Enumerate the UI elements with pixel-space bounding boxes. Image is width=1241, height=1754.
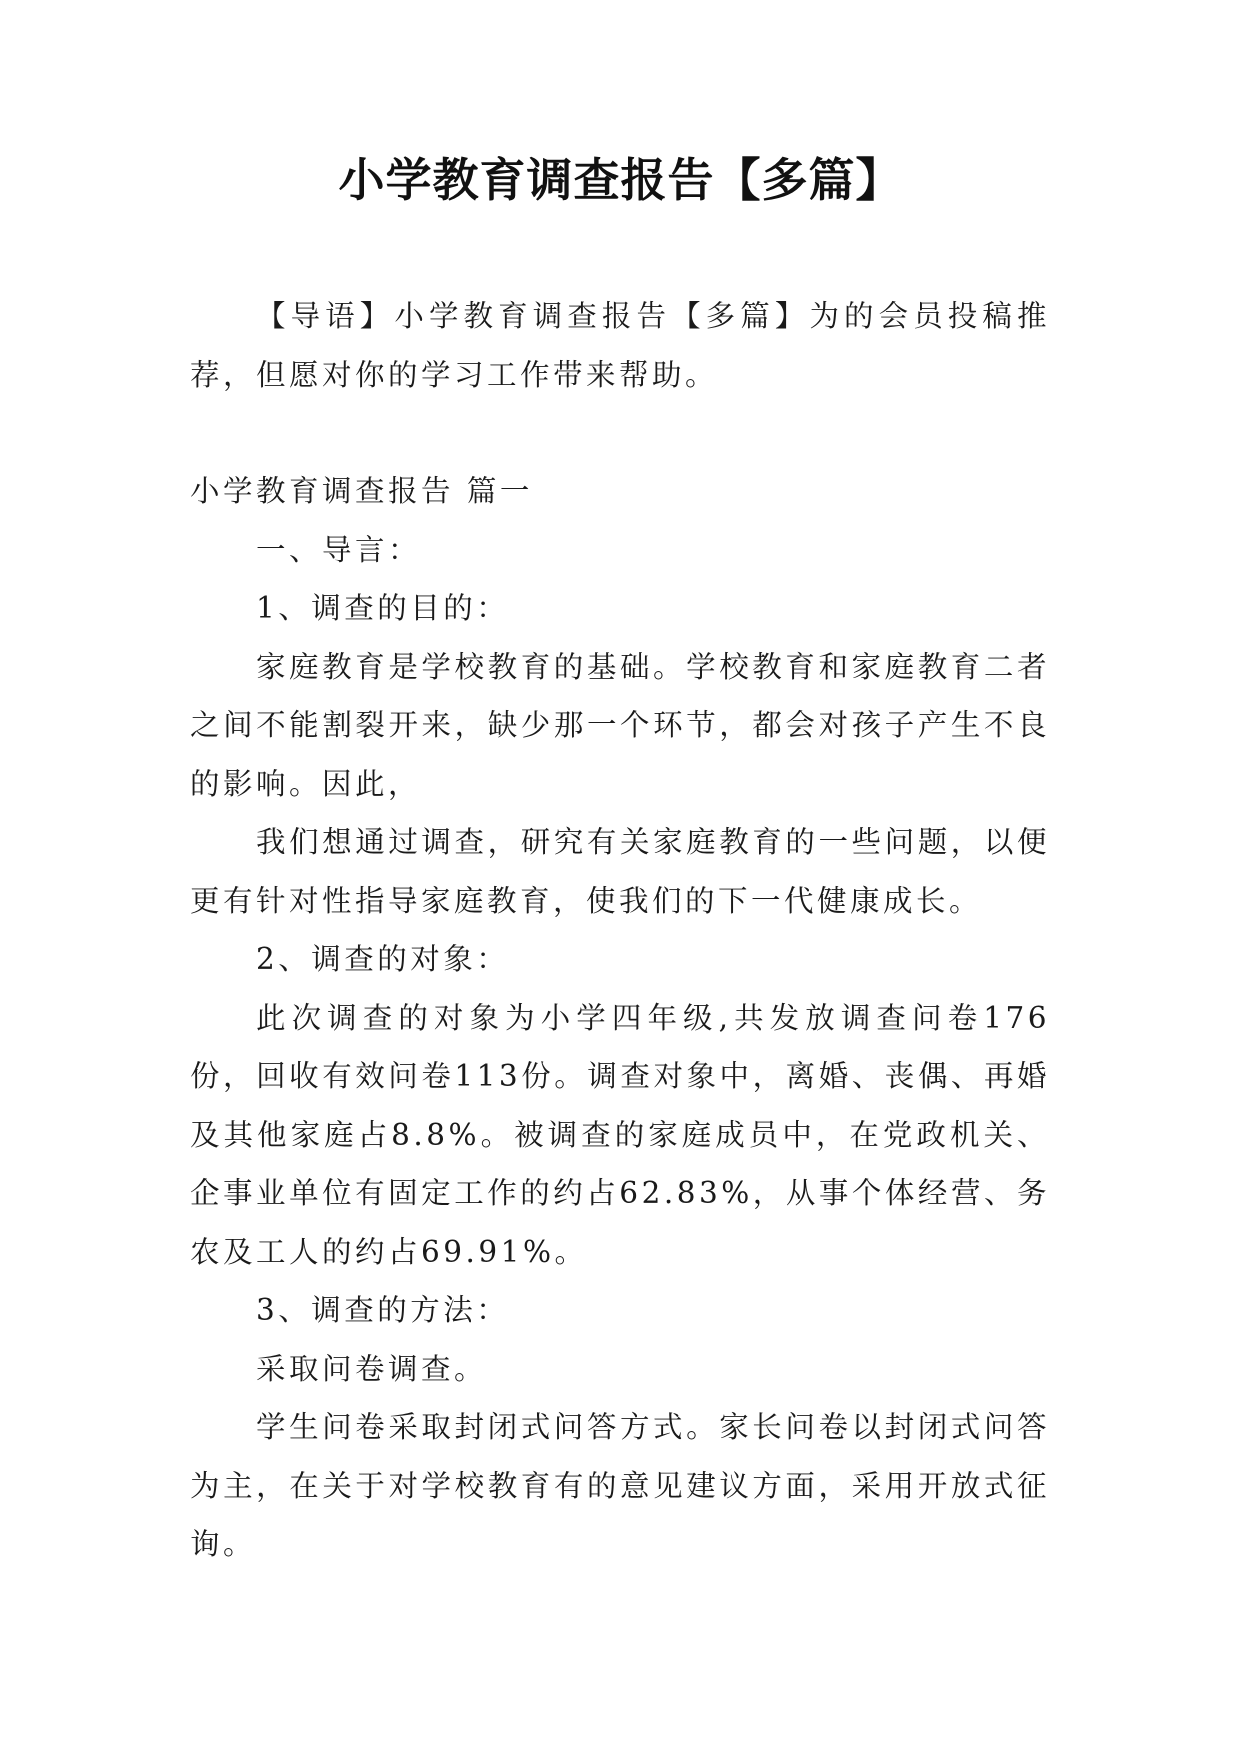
section-heading: 小学教育调查报告 篇一	[190, 474, 533, 508]
paragraph-5: 2、调查的对象：	[256, 942, 510, 976]
intro-paragraph: 【导语】小学教育调查报告【多篇】为的会员投稿推荐，但愿对你的学习工作带来帮助。	[190, 299, 1050, 392]
document-body	[190, 287, 1050, 1574]
paragraph-2: 1、调查的目的：	[256, 591, 510, 625]
paragraph-7: 3、调查的方法：	[256, 1293, 510, 1327]
paragraph-4: 我们想通过调查，研究有关家庭教育的一些问题，以便更有针对性指导家庭教育，使我们的下一代健康成长。	[190, 825, 1050, 918]
paragraph-9: 学生问卷采取封闭式问答方式。家长问卷以封闭式问答为主，在关于对学校教育有的意见建议方面，采用开放式征询。	[190, 1410, 1050, 1561]
paragraph-1: 一、导言：	[256, 532, 422, 567]
paragraph-6: 此次调查的对象为小学四年级,共发放调查问卷176份，回收有效问卷113份。调查对象中，离婚、丧偶、再婚及其他家庭占8.8%。被调查的家庭成员中，在党政机关、企事业单位有固定工作的约占62.83%，从事个体经营、务农及工人的约占69.91%。	[190, 1000, 1050, 1269]
document-title: 小学教育调查报告【多篇】	[338, 153, 903, 207]
paragraph-3: 家庭教育是学校教育的基础。学校教育和家庭教育二者之间不能割裂开来，缺少那一个环节，都会对孩子产生不良的影响。因此，	[190, 649, 1050, 801]
paragraph-8: 采取问卷调查。	[256, 1351, 488, 1386]
